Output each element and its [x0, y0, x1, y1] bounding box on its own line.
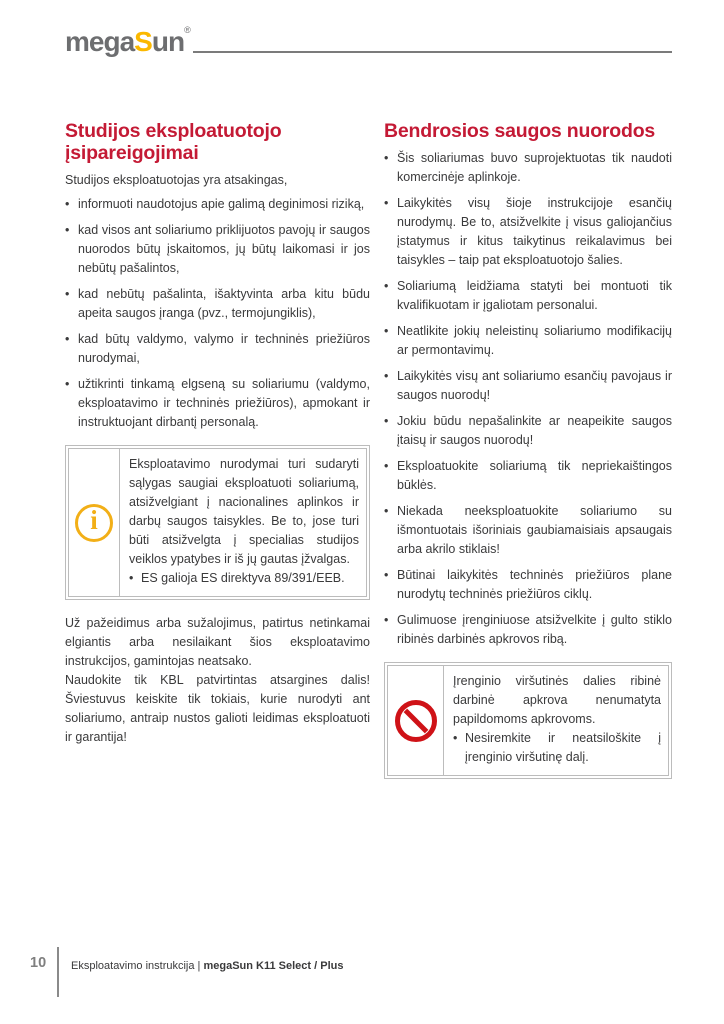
list-item: [384, 194, 672, 270]
info-box: [65, 445, 370, 600]
warning-box-text: Įrenginio viršutinės dalies ribinė darbinė apkrova nenumatyta papildomoms apkrovoms.: [453, 674, 661, 726]
warning-box-icon-cell: [388, 666, 444, 775]
safety-list: [384, 149, 672, 649]
registered-mark: ®: [184, 25, 191, 35]
list-item-text: • Eksploatuokite soliariumą tik nepriekaištingos būklės.: [397, 459, 672, 492]
list-item: [384, 412, 672, 450]
warning-box: [384, 662, 672, 779]
list-item-text: • Gulimuose įrenginiuose atsižvelkite į gulto stiklo ribinės darbinės apkrovos ribą.: [397, 613, 672, 646]
info-box-icon-cell: [69, 449, 120, 596]
list-item-text: • kad būtų valdymo, valymo ir techninės priežiūros nurodymai,: [78, 332, 370, 365]
footer-text: [71, 960, 343, 972]
page-header: [0, 0, 724, 56]
list-item-text: • Laikykitės visų ant soliariumo esančių pavojaus ir saugos nuorodų!: [397, 369, 672, 402]
header-rule: [193, 51, 672, 53]
list-item-text: • informuoti naudotojus apie galimą deginimosi riziką,: [78, 197, 365, 211]
logo-mega: mega: [65, 26, 135, 57]
footer-divider: [57, 947, 59, 997]
obligations-list: [65, 195, 370, 432]
info-icon: i: [75, 504, 113, 542]
list-item-text: • kad visos ant soliariumo priklijuotos pavojų ir saugos nuorodos būtų įskaitomos, jų būtų laikomasi ir jos nebūtų pašalintos,: [78, 223, 370, 275]
info-box-bullet: [129, 569, 359, 588]
list-item: [65, 330, 370, 368]
left-column: [65, 120, 370, 793]
list-item: [384, 277, 672, 315]
logo-s: S: [134, 26, 152, 57]
list-item-text: • kad nebūtų pašalinta, išaktyvinta arba kitu būdu apeita saugos įranga (pvz., termojungiklis),: [78, 287, 370, 320]
list-item-text: • Niekada neeksploatuokite soliariumo su išmontuotais išoriniais gaubiamaisiais apsaugais arba akrilo stiklais!: [397, 504, 672, 556]
list-item: [384, 566, 672, 604]
spare-parts-paragraph: Naudokite tik KBL patvirtintas atsargines dalis! Šviestuvus keiskite tik tokiais, kurie nurodyti ant soliariumo, antraip nustos galioti leidimas eksploatuoti ir garantija!: [65, 673, 370, 744]
list-item: [65, 375, 370, 432]
list-item-text: • užtikrinti tinkamą elgseną su soliariumu (valdymo, eksploatavimo ir techninės priežiūros), apmokant ir instruktuojant dirbantį personalą.: [78, 377, 370, 429]
section-title-operator-obligations: Studijos eksploatuotojo įsipareigojimai: [65, 120, 282, 164]
list-item: [384, 367, 672, 405]
list-item: [384, 457, 672, 495]
footer-label: Eksploatavimo instrukcija |: [71, 960, 204, 972]
section-title-general-safety: Bendrosios saugos nuorodos: [384, 120, 656, 142]
info-box-bullet-text: • ES galioja ES direktyva 89/391/EEB.: [141, 571, 345, 585]
right-column: [384, 120, 672, 793]
list-item: [384, 149, 672, 187]
list-item-text: • Soliariumą leidžiama statyti bei montuoti tik kvalifikuotam ir įgaliotam personalui.: [397, 279, 672, 312]
list-item: [65, 285, 370, 323]
info-box-body: [120, 449, 366, 596]
list-item-text: • Neatlikite jokių neleistinų soliariumo modifikacijų ar permontavimų.: [397, 324, 672, 357]
intro-paragraph: Studijos eksploatuotojas yra atsakingas,: [65, 173, 288, 187]
prohibition-icon: [395, 700, 437, 742]
warning-box-bullet: [453, 729, 661, 767]
list-item: [384, 322, 672, 360]
page-number: 10: [30, 955, 47, 971]
footer-product: megaSun K11 Select / Plus: [203, 960, 344, 972]
logo-un: un: [151, 26, 185, 57]
warning-box-bullet-text: • Nesiremkite ir neatsiloškite į įrenginio viršutinę dalį.: [465, 731, 661, 764]
list-item-text: • Laikykitės visų šioje instrukcijoje esančių nurodymų. Be to, atsižvelkite į visus galiojančius įstatymus ir kitus taikytinus reikalavimus bei taisykles – taip pat eksploatuotojo šalies.: [397, 196, 672, 267]
list-item: [384, 502, 672, 559]
content: [0, 56, 724, 793]
list-item-text: • Būtinai laikykitės techninės priežiūros plane nurodytų techninės priežiūros ciklų.: [397, 568, 672, 601]
list-item-text: • Šis soliariumas buvo suprojektuotas tik naudoti komercinėje aplinkoje.: [397, 151, 672, 184]
warning-box-body: [444, 666, 668, 775]
liability-paragraph: Už pažeidimus arba sužalojimus, patirtus netinkamai elgiantis arba nesilaikant šios eksploatavimo instrukcijos, gamintojas neatsako.: [65, 616, 370, 668]
list-item: [65, 221, 370, 278]
list-item-text: • Jokiu būdu nepašalinkite ar neapeikite saugos įtaisų ir saugos nuorodų!: [397, 414, 672, 447]
info-box-text: Eksploatavimo nurodymai turi sudaryti sąlygas saugiai eksploatuoti soliariumą, atsižvelgiant į nacionalines aplinkos ir darbų saugos taisykles. Be to, jose turi būti atsižvelgta į specialias studijos veiklos ypatybes ir iš jų gautas įžvalgas.: [129, 457, 359, 566]
list-item: [384, 611, 672, 649]
list-item: [65, 195, 370, 214]
brand-logo: [65, 16, 191, 56]
